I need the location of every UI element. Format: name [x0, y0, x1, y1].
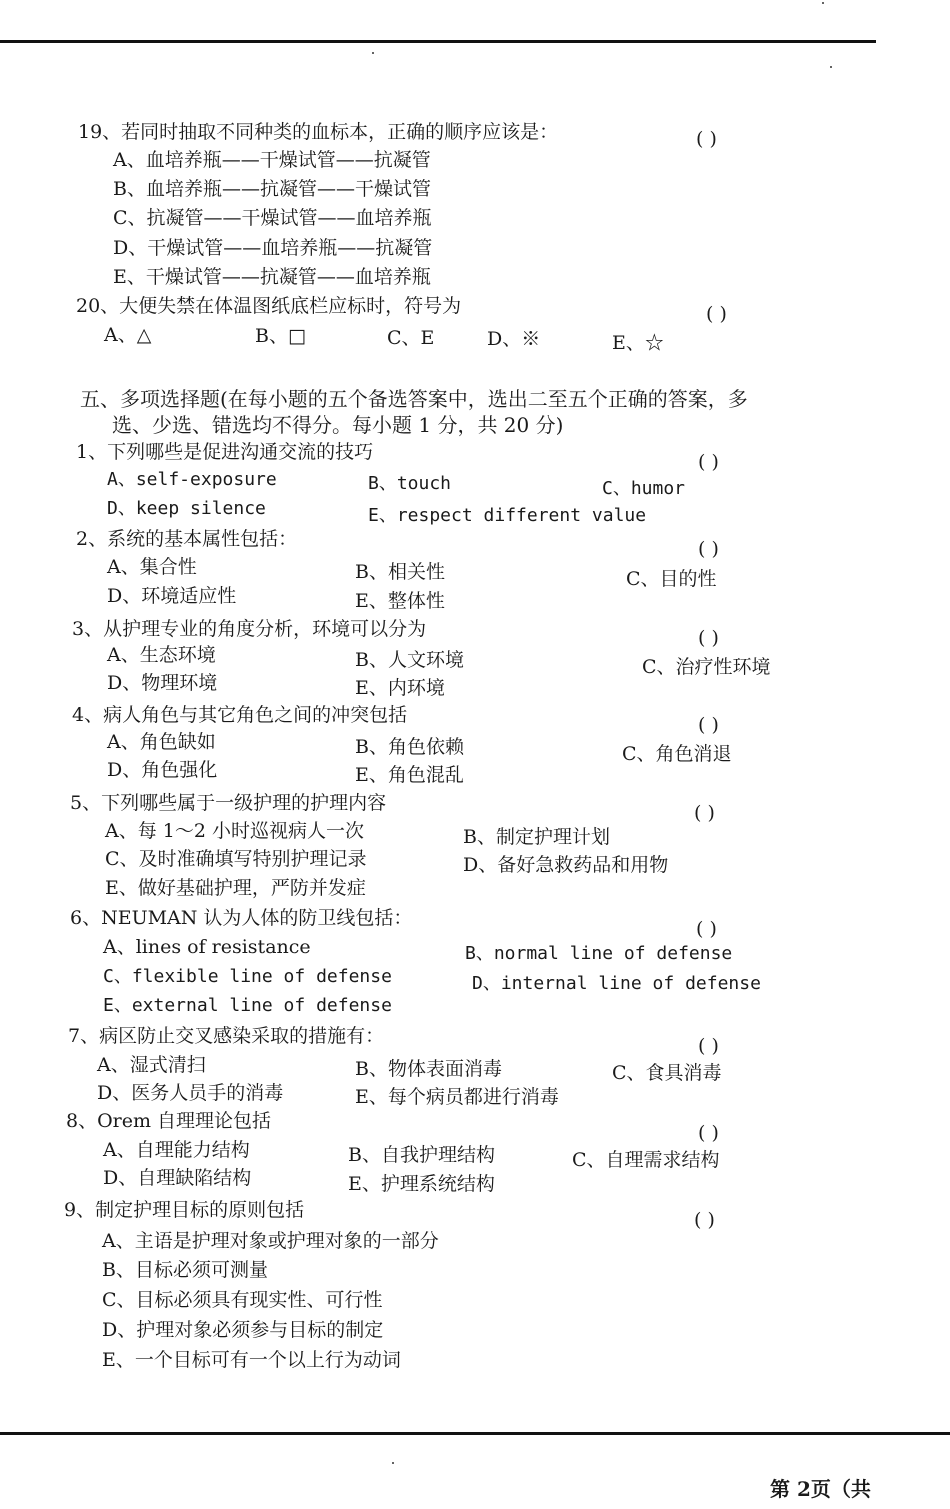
q20-option-a: A、△ [104, 324, 152, 346]
m8-option-c: C、自理需求结构 [572, 1149, 720, 1171]
scan-speck [372, 52, 374, 54]
multi-question-5-stem: 5、下列哪些属于一级护理的护理内容 [70, 792, 387, 814]
m6-option-d: D、internal line of defense [472, 973, 761, 994]
m8-option-b: B、自我护理结构 [348, 1144, 495, 1166]
m3-option-e: E、内环境 [355, 677, 445, 699]
m1-option-b: B、touch [368, 473, 452, 494]
m6-option-c: C、flexible line of defense [103, 966, 392, 987]
m2-option-b: B、相关性 [355, 561, 445, 583]
m4-option-c: C、角色消退 [622, 743, 732, 765]
m2-option-c: C、目的性 [626, 568, 717, 590]
multi-question-9-stem: 9、制定护理目标的原则包括 [64, 1199, 305, 1221]
q19-option-c: C、抗凝管——干燥试管——血培养瓶 [113, 207, 432, 229]
m2-option-e: E、整体性 [355, 590, 445, 612]
m3-option-b: B、人文环境 [355, 649, 464, 671]
answer-blank-m7: ( ) [698, 1035, 719, 1057]
question-20-stem: 20、大便失禁在体温图纸底栏应标时，符号为 [76, 295, 462, 317]
m6-option-b: B、normal line of defense [465, 943, 733, 964]
m5-option-b: B、制定护理计划 [463, 826, 610, 848]
m7-option-a: A、湿式清扫 [97, 1054, 206, 1076]
m5-option-d: D、备好急救药品和用物 [463, 854, 669, 876]
m8-option-a: A、自理能力结构 [103, 1139, 250, 1161]
section-5-heading-line2: 选、少选、错选均不得分。每小题 1 分，共 20 分) [112, 413, 564, 437]
m5-option-c: C、及时准确填写特别护理记录 [105, 848, 367, 870]
multi-question-8-stem: 8、Orem 自理理论包括 [66, 1110, 272, 1132]
multi-question-4-stem: 4、病人角色与其它角色之间的冲突包括 [72, 704, 408, 726]
m1-option-e: E、respect different value [368, 505, 647, 526]
m3-option-c: C、治疗性环境 [642, 656, 771, 678]
q19-option-e: E、干燥试管——抗凝管——血培养瓶 [113, 266, 431, 288]
page-number: 第 2页（共 [770, 1477, 871, 1501]
multi-question-2-stem: 2、系统的基本属性包括： [76, 528, 298, 550]
m4-option-e: E、角色混乱 [355, 764, 464, 786]
q19-option-d: D、干燥试管——血培养瓶——抗凝管 [113, 237, 433, 259]
m3-option-d: D、物理环境 [107, 672, 218, 694]
q20-option-b: B、□ [255, 325, 306, 347]
answer-blank-m3: ( ) [698, 627, 719, 649]
m7-option-c: C、食具消毒 [612, 1062, 722, 1084]
top-rule [0, 40, 876, 43]
m7-option-d: D、医务人员手的消毒 [97, 1082, 284, 1104]
answer-blank-m4: ( ) [698, 714, 719, 736]
question-19-stem: 19、若同时抽取不同种类的血标本，正确的顺序应该是： [78, 121, 559, 143]
m5-option-e: E、做好基础护理，严防并发症 [105, 877, 366, 899]
q19-option-a: A、血培养瓶——干燥试管——抗凝管 [113, 149, 431, 171]
scan-speck [392, 1462, 394, 1464]
m1-option-c: C、humor [602, 478, 686, 499]
bottom-rule [0, 1432, 950, 1435]
m4-option-d: D、角色强化 [107, 759, 218, 781]
m1-option-a: A、self-exposure [107, 469, 277, 490]
multi-question-1-stem: 1、下列哪些是促进沟通交流的技巧 [76, 441, 374, 463]
answer-blank-m6: ( ) [696, 918, 717, 940]
q20-option-c: C、E [387, 327, 435, 349]
m2-option-a: A、集合性 [107, 556, 197, 578]
m3-option-a: A、生态环境 [107, 644, 216, 666]
scan-speck [830, 66, 832, 68]
m8-option-d: D、自理缺陷结构 [103, 1167, 252, 1189]
answer-blank-q20: ( ) [706, 303, 727, 325]
m7-option-b: B、物体表面消毒 [355, 1058, 502, 1080]
m9-option-e: E、一个目标可有一个以上行为动词 [102, 1349, 401, 1371]
q20-option-d: D、※ [487, 328, 541, 350]
answer-blank-m1: ( ) [698, 451, 719, 473]
m8-option-e: E、护理系统结构 [348, 1173, 495, 1195]
answer-blank-m8: ( ) [698, 1122, 719, 1144]
m1-option-d: D、keep silence [107, 498, 266, 519]
m5-option-a: A、每 1～2 小时巡视病人一次 [105, 820, 364, 842]
multi-question-7-stem: 7、病区防止交叉感染采取的措施有： [68, 1025, 385, 1047]
m4-option-a: A、角色缺如 [107, 731, 216, 753]
m7-option-e: E、每个病员都进行消毒 [355, 1086, 559, 1108]
section-5-heading-line1: 五、多项选择题(在每小题的五个备选答案中，选出二至五个正确的答案，多 [80, 387, 748, 411]
multi-question-3-stem: 3、从护理专业的角度分析，环境可以分为 [72, 618, 427, 640]
q20-option-e: E、☆ [612, 332, 664, 354]
m6-option-a: A、lines of resistance [103, 936, 311, 958]
m9-option-a: A、主语是护理对象或护理对象的一部分 [102, 1230, 439, 1252]
m2-option-d: D、环境适应性 [107, 585, 237, 607]
q19-option-b: B、血培养瓶——抗凝管——干燥试管 [113, 178, 431, 200]
m9-option-c: C、目标必须具有现实性、可行性 [102, 1289, 383, 1311]
scan-speck [822, 2, 824, 4]
m6-option-e: E、external line of defense [103, 995, 392, 1016]
answer-blank-m9: ( ) [694, 1209, 715, 1231]
m4-option-b: B、角色依赖 [355, 736, 464, 758]
answer-blank-m2: ( ) [698, 538, 719, 560]
m9-option-d: D、护理对象必须参与目标的制定 [102, 1319, 384, 1341]
answer-blank-m5: ( ) [694, 802, 715, 824]
answer-blank-q19: ( ) [696, 128, 717, 150]
m9-option-b: B、目标必须可测量 [102, 1259, 268, 1281]
multi-question-6-stem: 6、NEUMAN 认为人体的防卫线包括： [70, 907, 413, 929]
